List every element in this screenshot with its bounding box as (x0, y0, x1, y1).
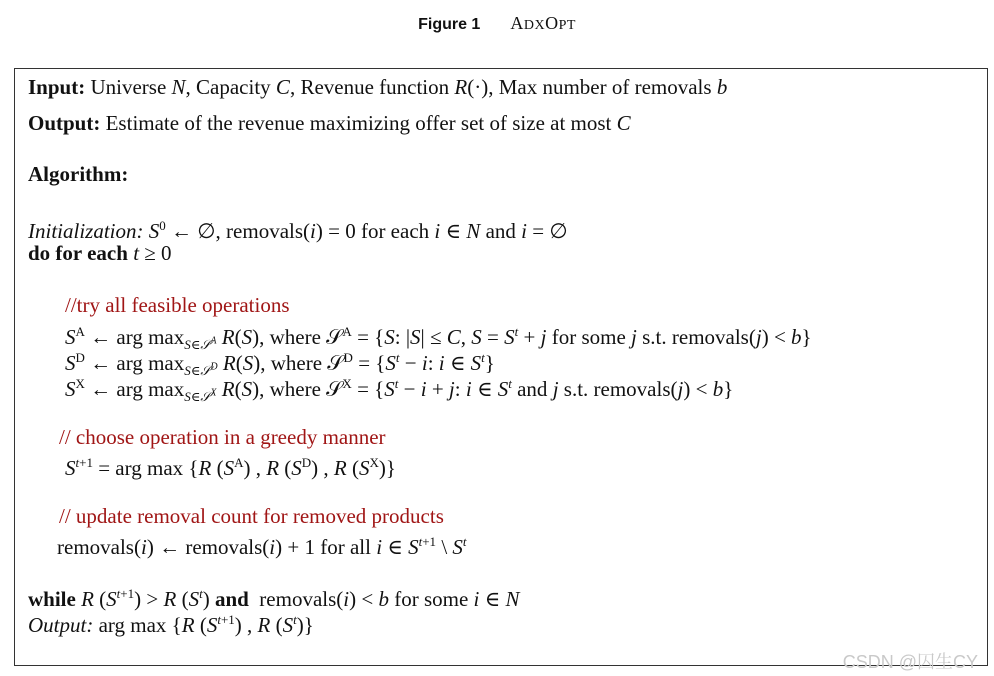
input-line: Input: Universe N, Capacity C, Revenue function R(·), Max number of removals b (28, 75, 728, 99)
figure-label: Figure 1 (418, 16, 481, 33)
comment-update: // update removal count for removed products (59, 504, 444, 528)
figure-caption (0, 12, 994, 37)
output-label: Output: (28, 111, 101, 135)
initialization-label: Initialization: (28, 219, 144, 243)
loop-start: do for each t ≥ 0 (28, 241, 172, 265)
algorithm-name: ADXOPT (510, 13, 576, 33)
comment-try-operations: //try all feasible operations (65, 293, 290, 317)
operation-exchange: $S^X$ ← arg $\max_{S\in 𝒮^X} R(S)$, where 𝒮$^X$ = {$S^t - i + j$: i ∈ $S^t$ and j s.t. removals(j) < b} (65, 376, 734, 404)
update-step: removals(i) ← removals(i) + 1 for all i ∈ $S^{t+1}$ \ $S^t$ (57, 534, 467, 559)
loop-end: while R $(S^{t+1}) > R$ $(S^t)$ and removals(i) < b for some i ∈ N (28, 586, 520, 611)
input-label: Input: (28, 75, 86, 99)
final-output-label: Output: (28, 613, 94, 637)
greedy-step: $S^{t+1}$ = arg max {R $(S^A)$ , R $(S^D)$ , R $(S^X)$} (65, 455, 396, 480)
final-output-line: Output: arg max {R $(S^{t+1})$ , R $(S^t)$} (28, 612, 314, 637)
comment-greedy: // choose operation in a greedy manner (59, 425, 386, 449)
algorithm-box (14, 68, 988, 666)
operation-delete: $S^D$ ← arg $\max_{S\in 𝒮^D} R(S)$, where 𝒮$^D$ = {$S^t - i$: i ∈ $S^t$} (65, 350, 495, 378)
output-line: Output: Estimate of the revenue maximizing offer set of size at most C (28, 111, 631, 135)
watermark: CSDN @囚生CY (842, 652, 978, 672)
algorithm-heading: Algorithm: (28, 162, 129, 186)
initialization-line: Initialization: $S^0$ ← ∅, removals(i) = 0 for each i ∈ N and i = ∅ (28, 218, 568, 243)
operation-add: $S^A$ ← arg $\max_{S\in 𝒮^A} R(S)$, where 𝒮$^A$ = {S: |S| ≤ C, $S = S^t + j$ for some j s.t. removals(j) < b} (65, 324, 812, 352)
